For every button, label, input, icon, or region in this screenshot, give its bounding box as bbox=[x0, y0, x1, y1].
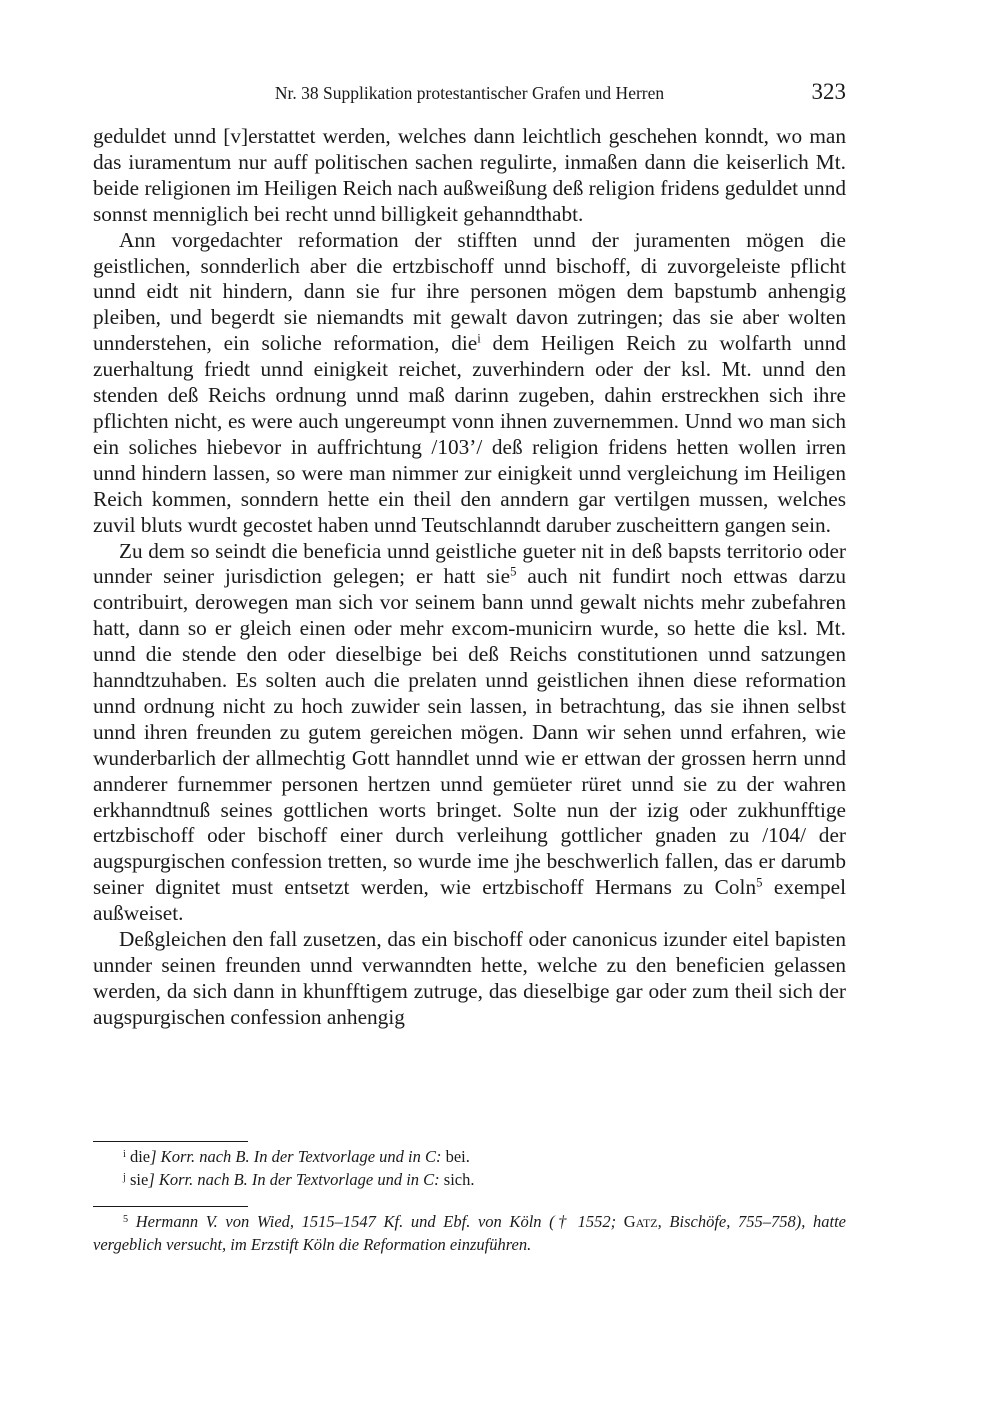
note-author: Gatz bbox=[623, 1212, 658, 1231]
footnote-divider-textual bbox=[93, 1141, 248, 1142]
paragraph-3-text-b: auch nit fundirt noch ettwas darzu contribuirt, derowegen man sich vor seinem bann unnd gewalt nichts mehr zubefahren hatt, dann so er gleich einen oder mehr excom-municirn wurde, so hette die ksl. Mt. unnd die stende den oder dieselbige bei deß Reichs constitutionen unnd satzungen hanndtzuhaben. Es solten auch die prelaten unnd geistlichen ihnen diese reformation unnd ordnung nicht zu hoch zuwider sein lassen, in betrachtung, das sie ihnen selbst unnd ihren freunden zu gutem gereichen mögen. Dann wir sehen unnd erfahren, wie wunderbarlich der allmechtig Gott hanndlet unnd wie er ettwan der grossen herrn unnd annderer furnemmer personen hertzen unnd gemüeter rüret unnd sie zu der wahren erkhanndtnuß seines gottlichen worts bringet. Solte nun der izig oder zukhunfftige ertzbischoff oder bischoff einer durch verleihung gottlicher gnaden zu /104/ der augspurgischen confession tretten, so wurde ime jhe beschwerlich fallen, das er darumb seiner dignitet must entsetzt werden, wie ertzbischoff Hermans zu Coln bbox=[93, 564, 846, 900]
paragraph-2 bbox=[93, 228, 846, 539]
note-comment: ] Korr. nach B. In der Textvorlage und in C: bbox=[148, 1169, 440, 1189]
textual-note-j bbox=[93, 1169, 846, 1192]
note-marker: i bbox=[123, 1148, 126, 1160]
note-reference-5: 5 bbox=[756, 875, 763, 890]
note-text-b: , Bischöfe, 755–758), hatte vergeblich versucht, im Erzstift Köln die Reformation einzuführen. bbox=[93, 1212, 846, 1254]
historical-note-5 bbox=[93, 1211, 846, 1256]
note-reading: bei. bbox=[441, 1147, 470, 1166]
note-comment: ] Korr. nach B. In der Textvorlage und in C: bbox=[150, 1147, 442, 1166]
note-marker: j bbox=[123, 1171, 126, 1183]
paragraph-1 bbox=[93, 124, 846, 228]
paragraph-4 bbox=[93, 927, 846, 1031]
note-reading: sich. bbox=[439, 1169, 475, 1189]
note-text-a: Hermann V. von Wied, 1515–1547 Kf. und Ebf. von Köln († 1552; bbox=[128, 1212, 624, 1231]
paragraph-3-text-c: exempel außweiset. bbox=[93, 875, 846, 926]
note-marker: 5 bbox=[123, 1213, 129, 1225]
page-number: 323 bbox=[811, 79, 846, 104]
paragraph-2-text-a: Ann vorgedachter reformation der stifften unnd der juramenten mögen die geistlichen, sonnderlich aber die ertzbischoff unnd bischoff, di zuvorgeleiste pflicht unnd eidt nit hindern, dann sie fur ihre personen mögen dem bapstumb anhengig pleiben, und begerdt sie niemandts mit gewalt davon zutringen; das sie aber wolten unnderstehen, ein soliche reformation, die bbox=[93, 227, 846, 356]
footnote-divider-historical bbox=[93, 1206, 248, 1207]
paragraph-1-text: geduldet unnd [v]erstattet werden, welches dann leichtlich geschehen konndt, wo man das iuramentum nur auff politischen sachen regulirte, inmaßen dann die keiserlich Mt. beide religionen im Heiligen Reich nach außweißung deß religion fridens geduldet unnd sonnst menniglich bei recht unnd billigkeit gehanndthabt. bbox=[93, 124, 846, 226]
historical-notes bbox=[93, 1211, 846, 1256]
running-header bbox=[93, 80, 846, 106]
running-title: Nr. 38 Supplikation protestantischer Grafen und Herren bbox=[274, 83, 665, 103]
paragraph-4-text: Deßgleichen den fall zusetzen, das ein bischoff oder canonicus izunder eitel bapisten unnder seinen freunden unnd verwanndten hette, welche zu den beneficien gelassen werden, da sich dann in khunfftigem zutruge, das dieselbige gar oder zum theil sich der augspurgischen confession anhengig bbox=[93, 927, 846, 1029]
textual-apparatus bbox=[93, 1146, 846, 1191]
textual-note-i bbox=[93, 1146, 846, 1169]
note-lemma: die bbox=[129, 1147, 151, 1166]
note-reference-j: 5 bbox=[510, 564, 517, 579]
paragraph-2-text-b: dem Heiligen Reich zu wolfarth unnd zuerhaltung friedt unnd einigkeit reichet, zuverhindern oder der ksl. Mt. unnd den stenden deß Reichs ordnung unnd maß darinn zugeben, dahin erstreckhen sich ihre pflichten nicht, es were auch ungereumpt vonn ihnen zuvernemmen. Unnd wo man sich ein soliches hiebevor in auffrichtung /103’/ deß religion fridens hetten wollen irren unnd hindern lassen, so were man nimmer zur einigkeit unnd vergleichung im Heiligen Reich kommen, sonndern hette ein theil den anndern gar vertilgen mussen, welches zuvil bluts wurdt gecostet haben unnd Teutschlanndt daruber zuscheittern gangen sein. bbox=[93, 331, 846, 537]
paragraph-3 bbox=[93, 539, 846, 928]
paragraph-3-text-a: Zu dem so seindt die beneficia unnd geistliche gueter nit in deß bapsts territorio oder unnder seiner jurisdiction gelegen; er hatt sie bbox=[93, 538, 846, 589]
note-lemma: sie bbox=[129, 1169, 149, 1189]
main-text bbox=[93, 124, 846, 1031]
note-reference-i: i bbox=[477, 331, 481, 346]
